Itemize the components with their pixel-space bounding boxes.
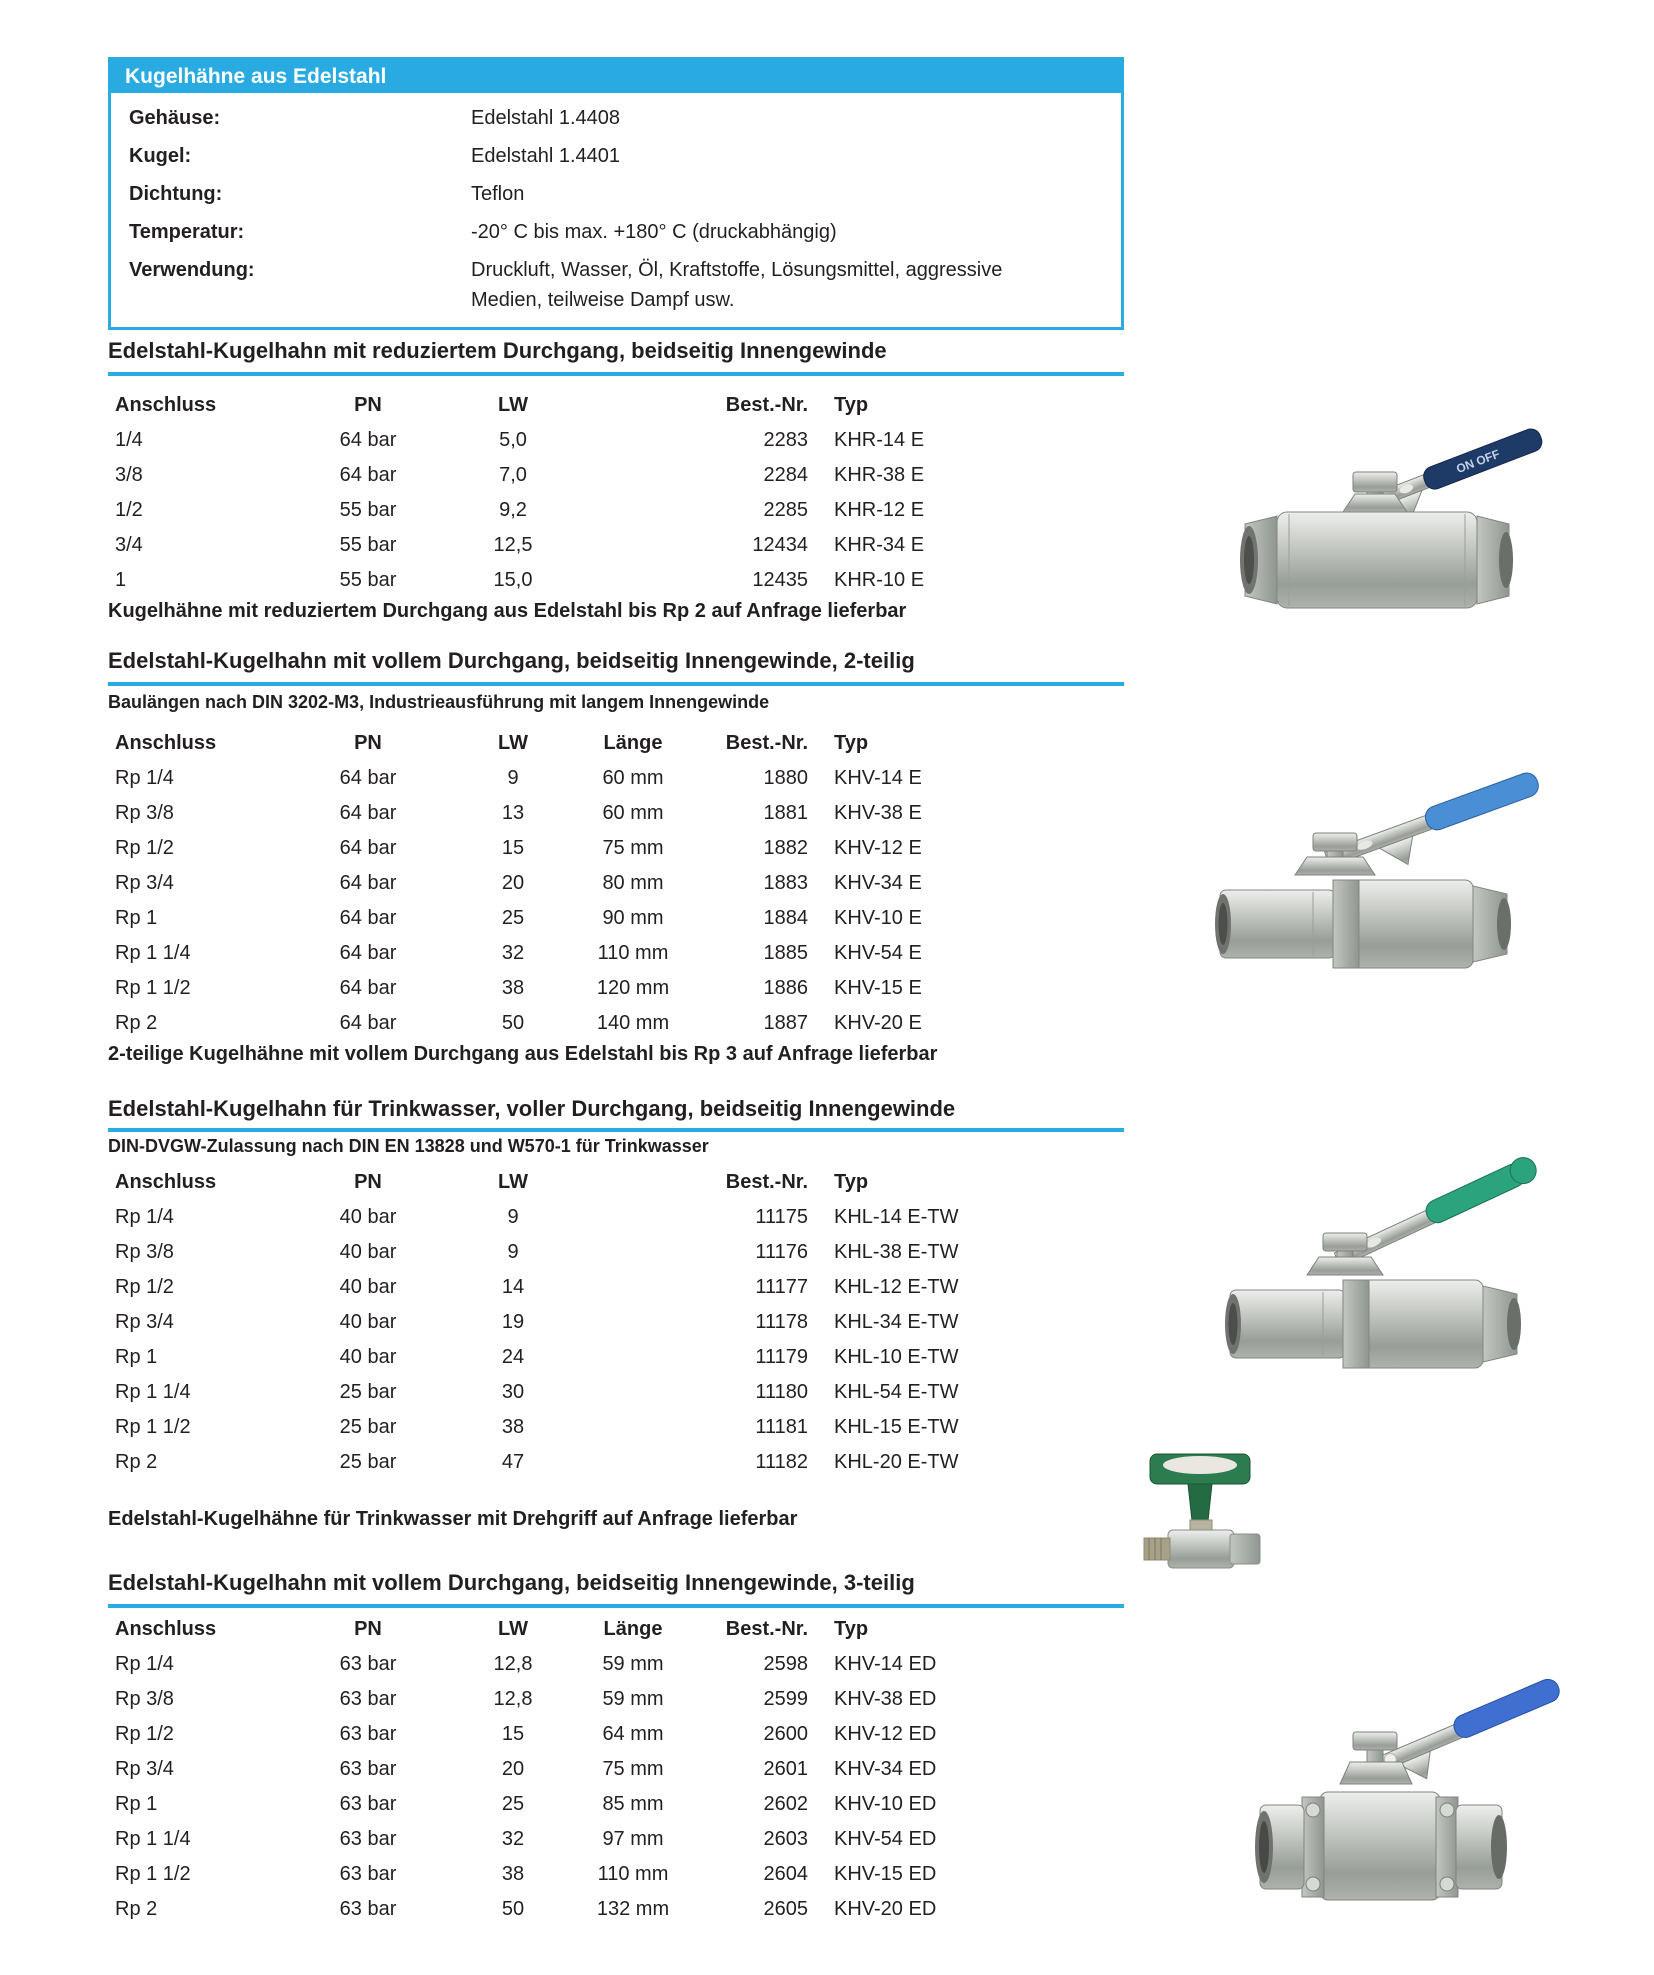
cell-laenge: 90 mm bbox=[602, 907, 664, 929]
table-row bbox=[108, 866, 1124, 901]
product-image-khv2 bbox=[1195, 745, 1555, 995]
col-bestnr: Best.-Nr. bbox=[725, 394, 808, 416]
ball-valve-1pc-icon bbox=[1225, 390, 1555, 650]
section-title-khv3: Edelstahl-Kugelhahn mit vollem Durchgang, beidseitig Innengewinde, 3-teilig bbox=[108, 1570, 915, 1595]
cell-anschluss: Rp 2 bbox=[115, 1451, 158, 1473]
cell-lw: 38 bbox=[501, 1863, 525, 1885]
cell-anschluss: Rp 2 bbox=[115, 1012, 158, 1034]
cell-lw: 50 bbox=[501, 1898, 525, 1920]
spec-label: Dichtung: bbox=[129, 183, 223, 205]
cell-pn: 64 bar bbox=[339, 429, 397, 451]
spec-label: Verwendung: bbox=[129, 259, 255, 281]
cell-anschluss: Rp 1 bbox=[115, 907, 158, 929]
cell-lw: 5,0 bbox=[499, 429, 527, 451]
cell-anschluss: 3/8 bbox=[115, 464, 143, 486]
cell-typ: KHV-14 ED bbox=[834, 1653, 937, 1675]
cell-laenge: 120 mm bbox=[596, 977, 670, 999]
spec-row bbox=[111, 213, 1121, 251]
cell-bestnr: 1881 bbox=[763, 802, 808, 824]
ball-valve-tw-icon bbox=[1205, 1125, 1565, 1395]
cell-typ: KHV-38 E bbox=[834, 802, 922, 824]
section-subtitle-khl: DIN-DVGW-Zulassung nach DIN EN 13828 und W570-1 für Trinkwasser bbox=[108, 1136, 709, 1156]
cell-bestnr: 1883 bbox=[763, 872, 808, 894]
cell-typ: KHV-34 E bbox=[834, 872, 922, 894]
col-pn: PN bbox=[354, 732, 382, 754]
col-bestnr: Best.-Nr. bbox=[725, 1171, 808, 1193]
col-typ: Typ bbox=[834, 394, 869, 416]
spec-rows bbox=[111, 93, 1121, 327]
cell-typ: KHL-12 E-TW bbox=[834, 1276, 959, 1298]
cell-bestnr: 2599 bbox=[763, 1688, 808, 1710]
cell-lw: 32 bbox=[501, 1828, 525, 1850]
cell-bestnr: 11179 bbox=[755, 1346, 808, 1368]
cell-anschluss: Rp 1 1/2 bbox=[115, 1416, 191, 1438]
cell-lw: 9 bbox=[507, 1241, 519, 1263]
cell-lw: 20 bbox=[501, 872, 525, 894]
cell-bestnr: 2603 bbox=[763, 1828, 808, 1850]
cell-pn: 63 bar bbox=[339, 1863, 397, 1885]
cell-anschluss: Rp 3/4 bbox=[115, 1758, 174, 1780]
cell-typ: KHL-10 E-TW bbox=[834, 1346, 959, 1368]
table-header-row bbox=[108, 388, 1124, 423]
cell-anschluss: 1/4 bbox=[115, 429, 143, 451]
table-row bbox=[108, 1340, 1124, 1375]
table-body bbox=[108, 1200, 1124, 1480]
cell-laenge: 140 mm bbox=[596, 1012, 670, 1034]
cell-laenge: 80 mm bbox=[602, 872, 664, 894]
cell-lw: 15,0 bbox=[493, 569, 533, 591]
cell-typ: KHV-15 E bbox=[834, 977, 922, 999]
table-row bbox=[108, 1235, 1124, 1270]
col-bestnr: Best.-Nr. bbox=[725, 1618, 808, 1640]
cell-pn: 25 bar bbox=[339, 1451, 397, 1473]
cell-anschluss: Rp 1/4 bbox=[115, 1653, 174, 1675]
col-anschluss: Anschluss bbox=[115, 732, 217, 754]
spec-value: -20° C bis max. +180° C (druckabhängig) bbox=[471, 221, 837, 243]
section-title-khr: Edelstahl-Kugelhahn mit reduziertem Durchgang, beidseitig Innengewinde bbox=[108, 338, 887, 363]
cell-bestnr: 12434 bbox=[752, 534, 808, 556]
cell-bestnr: 11175 bbox=[755, 1206, 808, 1228]
cell-typ: KHV-38 ED bbox=[834, 1688, 937, 1710]
cell-laenge: 132 mm bbox=[596, 1898, 670, 1920]
cell-pn: 55 bar bbox=[339, 569, 397, 591]
cell-bestnr: 1887 bbox=[763, 1012, 808, 1034]
cell-typ: KHV-14 E bbox=[834, 767, 922, 789]
spec-value: Edelstahl 1.4408 bbox=[471, 107, 621, 129]
table-body bbox=[108, 1647, 1124, 1927]
cell-typ: KHR-10 E bbox=[834, 569, 925, 591]
cell-anschluss: 3/4 bbox=[115, 534, 143, 556]
cell-laenge: 110 mm bbox=[597, 1863, 669, 1885]
cell-bestnr: 12435 bbox=[752, 569, 808, 591]
cell-anschluss: Rp 1/4 bbox=[115, 767, 174, 789]
cell-lw: 9,2 bbox=[499, 499, 527, 521]
cell-lw: 13 bbox=[501, 802, 525, 824]
cell-typ: KHL-20 E-TW bbox=[834, 1451, 959, 1473]
cell-typ: KHL-34 E-TW bbox=[834, 1311, 959, 1333]
cell-anschluss: Rp 1 1/4 bbox=[115, 1828, 191, 1850]
cell-pn: 40 bar bbox=[339, 1276, 397, 1298]
col-anschluss: Anschluss bbox=[115, 1171, 217, 1193]
table-row bbox=[108, 1787, 1124, 1822]
table-row bbox=[108, 1682, 1124, 1717]
cell-pn: 64 bar bbox=[339, 1012, 397, 1034]
cell-pn: 64 bar bbox=[339, 802, 397, 824]
cell-typ: KHV-10 ED bbox=[834, 1793, 937, 1815]
section-divider bbox=[108, 682, 1124, 686]
cell-lw: 38 bbox=[501, 1416, 525, 1438]
table-row bbox=[108, 1375, 1124, 1410]
col-pn: PN bbox=[354, 394, 382, 416]
cell-bestnr: 11180 bbox=[755, 1381, 808, 1403]
cell-bestnr: 2285 bbox=[763, 499, 808, 521]
cell-anschluss: Rp 3/4 bbox=[115, 1311, 174, 1333]
table-row bbox=[108, 563, 1124, 598]
col-typ: Typ bbox=[834, 1618, 869, 1640]
table-body bbox=[108, 761, 1124, 1041]
cell-typ: KHL-54 E-TW bbox=[834, 1381, 959, 1403]
ball-valve-3pc-icon bbox=[1220, 1632, 1580, 1932]
cell-bestnr: 11182 bbox=[755, 1451, 808, 1473]
cell-lw: 19 bbox=[501, 1311, 525, 1333]
cell-lw: 14 bbox=[501, 1276, 525, 1298]
cell-lw: 25 bbox=[501, 1793, 525, 1815]
cell-anschluss: Rp 1 1/4 bbox=[115, 1381, 191, 1403]
table-row bbox=[108, 761, 1124, 796]
col-pn: PN bbox=[354, 1171, 382, 1193]
spec-row bbox=[111, 137, 1121, 175]
table-row bbox=[108, 423, 1124, 458]
cell-lw: 12,5 bbox=[493, 534, 533, 556]
product-image-drehgriff bbox=[1138, 1432, 1273, 1597]
cell-lw: 24 bbox=[501, 1346, 525, 1368]
cell-typ: KHR-34 E bbox=[834, 534, 925, 556]
cell-pn: 63 bar bbox=[339, 1793, 397, 1815]
note-khv2: 2-teilige Kugelhähne mit vollem Durchgang aus Edelstahl bis Rp 3 auf Anfrage lieferbar bbox=[108, 1043, 938, 1065]
cell-laenge: 75 mm bbox=[602, 1758, 664, 1780]
spec-row bbox=[111, 175, 1121, 213]
cell-anschluss: Rp 1/4 bbox=[115, 1206, 174, 1228]
cell-typ: KHV-54 ED bbox=[834, 1828, 937, 1850]
col-laenge: Länge bbox=[603, 732, 663, 754]
cell-pn: 64 bar bbox=[339, 907, 397, 929]
cell-bestnr: 2284 bbox=[763, 464, 808, 486]
col-anschluss: Anschluss bbox=[115, 1618, 217, 1640]
table-row bbox=[108, 1647, 1124, 1682]
ball-valve-drehgriff-icon bbox=[1138, 1432, 1273, 1597]
cell-pn: 63 bar bbox=[339, 1653, 397, 1675]
cell-lw: 15 bbox=[501, 837, 525, 859]
table-row bbox=[108, 831, 1124, 866]
col-lw: LW bbox=[498, 732, 528, 754]
cell-anschluss: Rp 1/2 bbox=[115, 1723, 174, 1745]
cell-pn: 40 bar bbox=[339, 1241, 397, 1263]
cell-pn: 63 bar bbox=[339, 1723, 397, 1745]
cell-laenge: 97 mm bbox=[602, 1828, 664, 1850]
table-header-row bbox=[108, 726, 1124, 761]
table-row bbox=[108, 901, 1124, 936]
cell-bestnr: 2605 bbox=[763, 1898, 808, 1920]
spec-value: Teflon bbox=[471, 183, 525, 205]
cell-typ: KHV-15 ED bbox=[834, 1863, 937, 1885]
cell-typ: KHV-34 ED bbox=[834, 1758, 937, 1780]
cell-anschluss: Rp 1/2 bbox=[115, 1276, 174, 1298]
cell-typ: KHV-54 E bbox=[834, 942, 922, 964]
table-row bbox=[108, 458, 1124, 493]
section-title-khv2: Edelstahl-Kugelhahn mit vollem Durchgang, beidseitig Innengewinde, 2-teilig bbox=[108, 648, 915, 673]
cell-laenge: 59 mm bbox=[602, 1688, 664, 1710]
cell-anschluss: Rp 2 bbox=[115, 1898, 158, 1920]
cell-anschluss: Rp 3/8 bbox=[115, 1241, 174, 1263]
cell-lw: 32 bbox=[501, 942, 525, 964]
table-row bbox=[108, 493, 1124, 528]
table-row bbox=[108, 1200, 1124, 1235]
cell-pn: 64 bar bbox=[339, 977, 397, 999]
cell-bestnr: 2604 bbox=[763, 1863, 808, 1885]
note-drehgriff: Edelstahl-Kugelhähne für Trinkwasser mit Drehgriff auf Anfrage lieferbar bbox=[108, 1508, 798, 1530]
cell-laenge: 60 mm bbox=[602, 767, 664, 789]
cell-bestnr: 2283 bbox=[763, 429, 808, 451]
spec-row bbox=[111, 251, 1121, 319]
col-pn: PN bbox=[354, 1618, 382, 1640]
table-khv2 bbox=[108, 726, 1124, 1041]
table-header-row bbox=[108, 1612, 1124, 1647]
section-divider bbox=[108, 1128, 1124, 1132]
col-lw: LW bbox=[498, 394, 528, 416]
cell-typ: KHR-12 E bbox=[834, 499, 925, 521]
cell-anschluss: Rp 3/4 bbox=[115, 872, 174, 894]
cell-laenge: 110 mm bbox=[597, 942, 669, 964]
product-image-khv3 bbox=[1220, 1632, 1580, 1932]
cell-pn: 40 bar bbox=[339, 1311, 397, 1333]
cell-lw: 38 bbox=[501, 977, 525, 999]
cell-lw: 12,8 bbox=[493, 1653, 533, 1675]
cell-typ: KHV-12 ED bbox=[834, 1723, 937, 1745]
cell-bestnr: 2600 bbox=[763, 1723, 808, 1745]
cell-lw: 30 bbox=[501, 1381, 525, 1403]
table-row bbox=[108, 1892, 1124, 1927]
section-subtitle-khv2: Baulängen nach DIN 3202-M3, Industrieausführung mit langem Innengewinde bbox=[108, 692, 770, 712]
cell-laenge: 85 mm bbox=[602, 1793, 664, 1815]
cell-pn: 25 bar bbox=[339, 1381, 397, 1403]
table-row bbox=[108, 971, 1124, 1006]
cell-pn: 40 bar bbox=[339, 1206, 397, 1228]
section-title-khl: Edelstahl-Kugelhahn für Trinkwasser, voller Durchgang, beidseitig Innengewinde bbox=[108, 1096, 956, 1121]
cell-typ: KHV-12 E bbox=[834, 837, 922, 859]
spec-label: Gehäuse: bbox=[129, 107, 221, 129]
cell-lw: 7,0 bbox=[499, 464, 527, 486]
cell-typ: KHR-14 E bbox=[834, 429, 925, 451]
spec-label: Temperatur: bbox=[129, 221, 245, 243]
cell-lw: 25 bbox=[501, 907, 525, 929]
cell-typ: KHV-20 ED bbox=[834, 1898, 937, 1920]
cell-lw: 47 bbox=[501, 1451, 525, 1473]
cell-pn: 64 bar bbox=[339, 837, 397, 859]
cell-pn: 64 bar bbox=[339, 767, 397, 789]
table-row bbox=[108, 1445, 1124, 1480]
cell-anschluss: Rp 1 bbox=[115, 1346, 158, 1368]
col-laenge: Länge bbox=[603, 1618, 663, 1640]
cell-pn: 63 bar bbox=[339, 1758, 397, 1780]
cell-typ: KHL-38 E-TW bbox=[834, 1241, 959, 1263]
cell-pn: 64 bar bbox=[339, 464, 397, 486]
table-row bbox=[108, 1270, 1124, 1305]
note-khr: Kugelhähne mit reduziertem Durchgang aus Edelstahl bis Rp 2 auf Anfrage lieferbar bbox=[108, 600, 907, 622]
cell-laenge: 64 mm bbox=[602, 1723, 664, 1745]
cell-lw: 9 bbox=[507, 1206, 519, 1228]
cell-anschluss: 1 bbox=[115, 569, 127, 591]
cell-bestnr: 11181 bbox=[755, 1416, 808, 1438]
cell-pn: 55 bar bbox=[339, 534, 397, 556]
cell-pn: 55 bar bbox=[339, 499, 397, 521]
cell-typ: KHR-38 E bbox=[834, 464, 925, 486]
cell-laenge: 60 mm bbox=[602, 802, 664, 824]
table-row bbox=[108, 1305, 1124, 1340]
cell-anschluss: Rp 3/8 bbox=[115, 802, 174, 824]
cell-pn: 40 bar bbox=[339, 1346, 397, 1368]
cell-lw: 15 bbox=[501, 1723, 525, 1745]
cell-pn: 63 bar bbox=[339, 1688, 397, 1710]
col-bestnr: Best.-Nr. bbox=[725, 732, 808, 754]
product-image-khl bbox=[1205, 1125, 1565, 1395]
table-khr bbox=[108, 388, 1124, 598]
cell-bestnr: 11176 bbox=[755, 1241, 808, 1263]
cell-pn: 64 bar bbox=[339, 942, 397, 964]
handle-label: ON OFF bbox=[1454, 446, 1502, 477]
cell-lw: 50 bbox=[501, 1012, 525, 1034]
cell-typ: KHV-10 E bbox=[834, 907, 922, 929]
cell-anschluss: Rp 1 bbox=[115, 1793, 158, 1815]
cell-bestnr: 1886 bbox=[763, 977, 808, 999]
col-typ: Typ bbox=[834, 1171, 869, 1193]
table-row bbox=[108, 796, 1124, 831]
cell-typ: KHL-14 E-TW bbox=[834, 1206, 959, 1228]
table-row bbox=[108, 528, 1124, 563]
cell-anschluss: Rp 3/8 bbox=[115, 1688, 174, 1710]
spec-value: Druckluft, Wasser, Öl, Kraftstoffe, Lösungsmittel, aggressive Medien, teilweise Dampf usw. bbox=[471, 259, 1003, 311]
col-typ: Typ bbox=[834, 732, 869, 754]
cell-lw: 9 bbox=[507, 767, 519, 789]
ball-valve-2pc-icon bbox=[1195, 745, 1555, 995]
spec-row bbox=[111, 99, 1121, 137]
cell-anschluss: 1/2 bbox=[115, 499, 143, 521]
spec-label: Kugel: bbox=[129, 145, 192, 167]
cell-bestnr: 2598 bbox=[763, 1653, 808, 1675]
col-lw: LW bbox=[498, 1618, 528, 1640]
col-lw: LW bbox=[498, 1171, 528, 1193]
table-row bbox=[108, 1857, 1124, 1892]
spec-box bbox=[108, 57, 1124, 330]
table-row bbox=[108, 1822, 1124, 1857]
cell-typ: KHL-15 E-TW bbox=[834, 1416, 959, 1438]
cell-typ: KHV-20 E bbox=[834, 1012, 922, 1034]
cell-lw: 20 bbox=[501, 1758, 525, 1780]
col-anschluss: Anschluss bbox=[115, 394, 217, 416]
cell-pn: 25 bar bbox=[339, 1416, 397, 1438]
product-image-khr bbox=[1225, 390, 1555, 650]
cell-anschluss: Rp 1 1/2 bbox=[115, 977, 191, 999]
cell-laenge: 75 mm bbox=[602, 837, 664, 859]
section-divider bbox=[108, 1604, 1124, 1608]
table-khl bbox=[108, 1165, 1124, 1480]
section-divider bbox=[108, 372, 1124, 376]
cell-anschluss: Rp 1/2 bbox=[115, 837, 174, 859]
cell-bestnr: 1882 bbox=[763, 837, 808, 859]
cell-bestnr: 2602 bbox=[763, 1793, 808, 1815]
spec-value: Edelstahl 1.4401 bbox=[471, 145, 621, 167]
cell-laenge: 59 mm bbox=[602, 1653, 664, 1675]
spec-box-title: Kugelhähne aus Edelstahl bbox=[111, 60, 1121, 93]
cell-pn: 63 bar bbox=[339, 1828, 397, 1850]
cell-bestnr: 1885 bbox=[763, 942, 808, 964]
cell-bestnr: 11177 bbox=[755, 1276, 808, 1298]
table-header-row bbox=[108, 1165, 1124, 1200]
table-row bbox=[108, 936, 1124, 971]
table-khv3 bbox=[108, 1612, 1124, 1927]
cell-bestnr: 11178 bbox=[755, 1311, 808, 1333]
cell-anschluss: Rp 1 1/4 bbox=[115, 942, 191, 964]
table-row bbox=[108, 1717, 1124, 1752]
table-body bbox=[108, 423, 1124, 598]
table-row bbox=[108, 1752, 1124, 1787]
cell-pn: 63 bar bbox=[339, 1898, 397, 1920]
cell-pn: 64 bar bbox=[339, 872, 397, 894]
cell-bestnr: 1884 bbox=[763, 907, 808, 929]
cell-bestnr: 2601 bbox=[763, 1758, 808, 1780]
cell-anschluss: Rp 1 1/2 bbox=[115, 1863, 191, 1885]
cell-bestnr: 1880 bbox=[763, 767, 808, 789]
table-row bbox=[108, 1410, 1124, 1445]
table-row bbox=[108, 1006, 1124, 1041]
cell-lw: 12,8 bbox=[493, 1688, 533, 1710]
